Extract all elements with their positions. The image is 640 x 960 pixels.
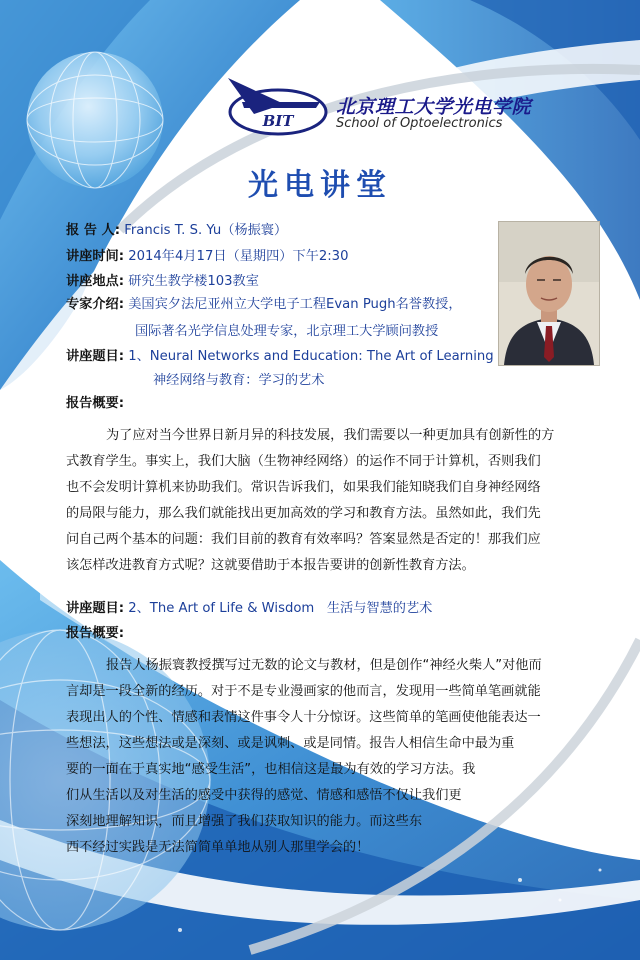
summary2-heading [66, 625, 124, 643]
time-label: 讲座时间: [66, 249, 125, 264]
place-row [66, 273, 259, 291]
summary1-line: 的局限与能力，那么我们就能找出更加高效的学习和教育方法。虽然如此，我们先 [66, 506, 541, 521]
summary1-text [66, 423, 576, 579]
summary2-line: 表现出人的个性、情感和表情这件事令人十分惊讶。这些简单的笔画使他能表达一 [66, 710, 541, 725]
topic1-label: 讲座题目: [66, 349, 125, 364]
summary1-line: 式教育学生。事实上，我们大脑（生物神经网络）的运作不同于计算机，否则我们 [66, 454, 541, 469]
topic1-row-2 [153, 372, 324, 390]
summary2-line: 深刻地理解知识，而且增强了我们获取知识的能力。而这些东 [66, 814, 423, 829]
bio-row [66, 296, 462, 314]
summary2-line: 西不经过实践是无法简简单单地从别人那里学会的！ [66, 840, 370, 855]
school-name-cn: 北京理工大学光电学院 [336, 96, 532, 118]
speaker-row [66, 222, 287, 240]
time-row [66, 248, 348, 266]
topic1-line-2: 神经网络与教育：学习的艺术 [153, 373, 325, 388]
summary2-text [66, 653, 576, 861]
summary2-line: 们从生活以及对生活的感受中获得的感觉、情感和感悟不仅让我们更 [66, 788, 462, 803]
summary2-line: 要的一面在于真实地“感受生活”，也相信这是最为有效的学习方法。我 [66, 762, 476, 777]
place-value: 研究生教学楼103教室 [128, 274, 259, 289]
bio-label: 专家介绍: [66, 297, 125, 312]
summary2-line: 报告人杨振寰教授撰写过无数的论文与教材，但是创作“神经火柴人”对他而 [106, 658, 542, 673]
summary1-line: 该怎样改进教育方式呢？这就要借助于本报告要讲的创新性教育方法。 [66, 558, 475, 573]
summary2-line: 些想法，这些想法或是深刻、或是讽刺、或是同情。报告人相信生命中最为重 [66, 736, 515, 751]
time-value: 2014年4月17日（星期四）下午2:30 [128, 249, 349, 264]
summary2-label: 报告概要: [66, 626, 125, 641]
summary2-line: 言却是一段全新的经历。对于不是专业漫画家的他而言，发现用一些简单笔画就能 [66, 684, 541, 699]
bio-line-2: 国际著名光学信息处理专家，北京理工大学顾问教授 [135, 324, 439, 339]
summary1-line: 也不会发明计算机来协助我们。常识告诉我们，如果我们能知晓我们自身神经网络 [66, 480, 541, 495]
speaker-label: 报 告 人: [66, 223, 121, 238]
topic2-label: 讲座题目: [66, 601, 125, 616]
topic1-row [66, 348, 494, 366]
topic2-row [66, 600, 432, 618]
summary1-label: 报告概要: [66, 396, 125, 411]
speaker-photo [498, 221, 600, 366]
speaker-name: Francis T. S. Yu（杨振寰） [124, 223, 288, 238]
summary1-heading [66, 395, 124, 413]
bio-row-2 [135, 323, 438, 341]
topic1-line-1: 1、Neural Networks and Education: The Art of Learning [128, 349, 494, 364]
bit-logo-icon [224, 74, 332, 138]
page-title: 光电讲堂 [248, 168, 392, 203]
summary1-line: 为了应对当今世界日新月异的科技发展，我们需要以一种更加具有创新性的方 [106, 428, 555, 443]
topic2-title: 2、The Art of Life & Wisdom 生活与智慧的艺术 [128, 601, 433, 616]
place-label: 讲座地点: [66, 274, 125, 289]
summary1-line: 问自己两个基本的问题：我们目前的教育有效率吗？答案显然是否定的！那我们应 [66, 532, 541, 547]
logo-text: BIT [262, 112, 294, 130]
school-name-en: School of Optoelectronics [336, 116, 503, 131]
bio-line-1: 美国宾夕法尼亚州立大学电子工程Evan Pugh名誉教授， [128, 297, 462, 312]
